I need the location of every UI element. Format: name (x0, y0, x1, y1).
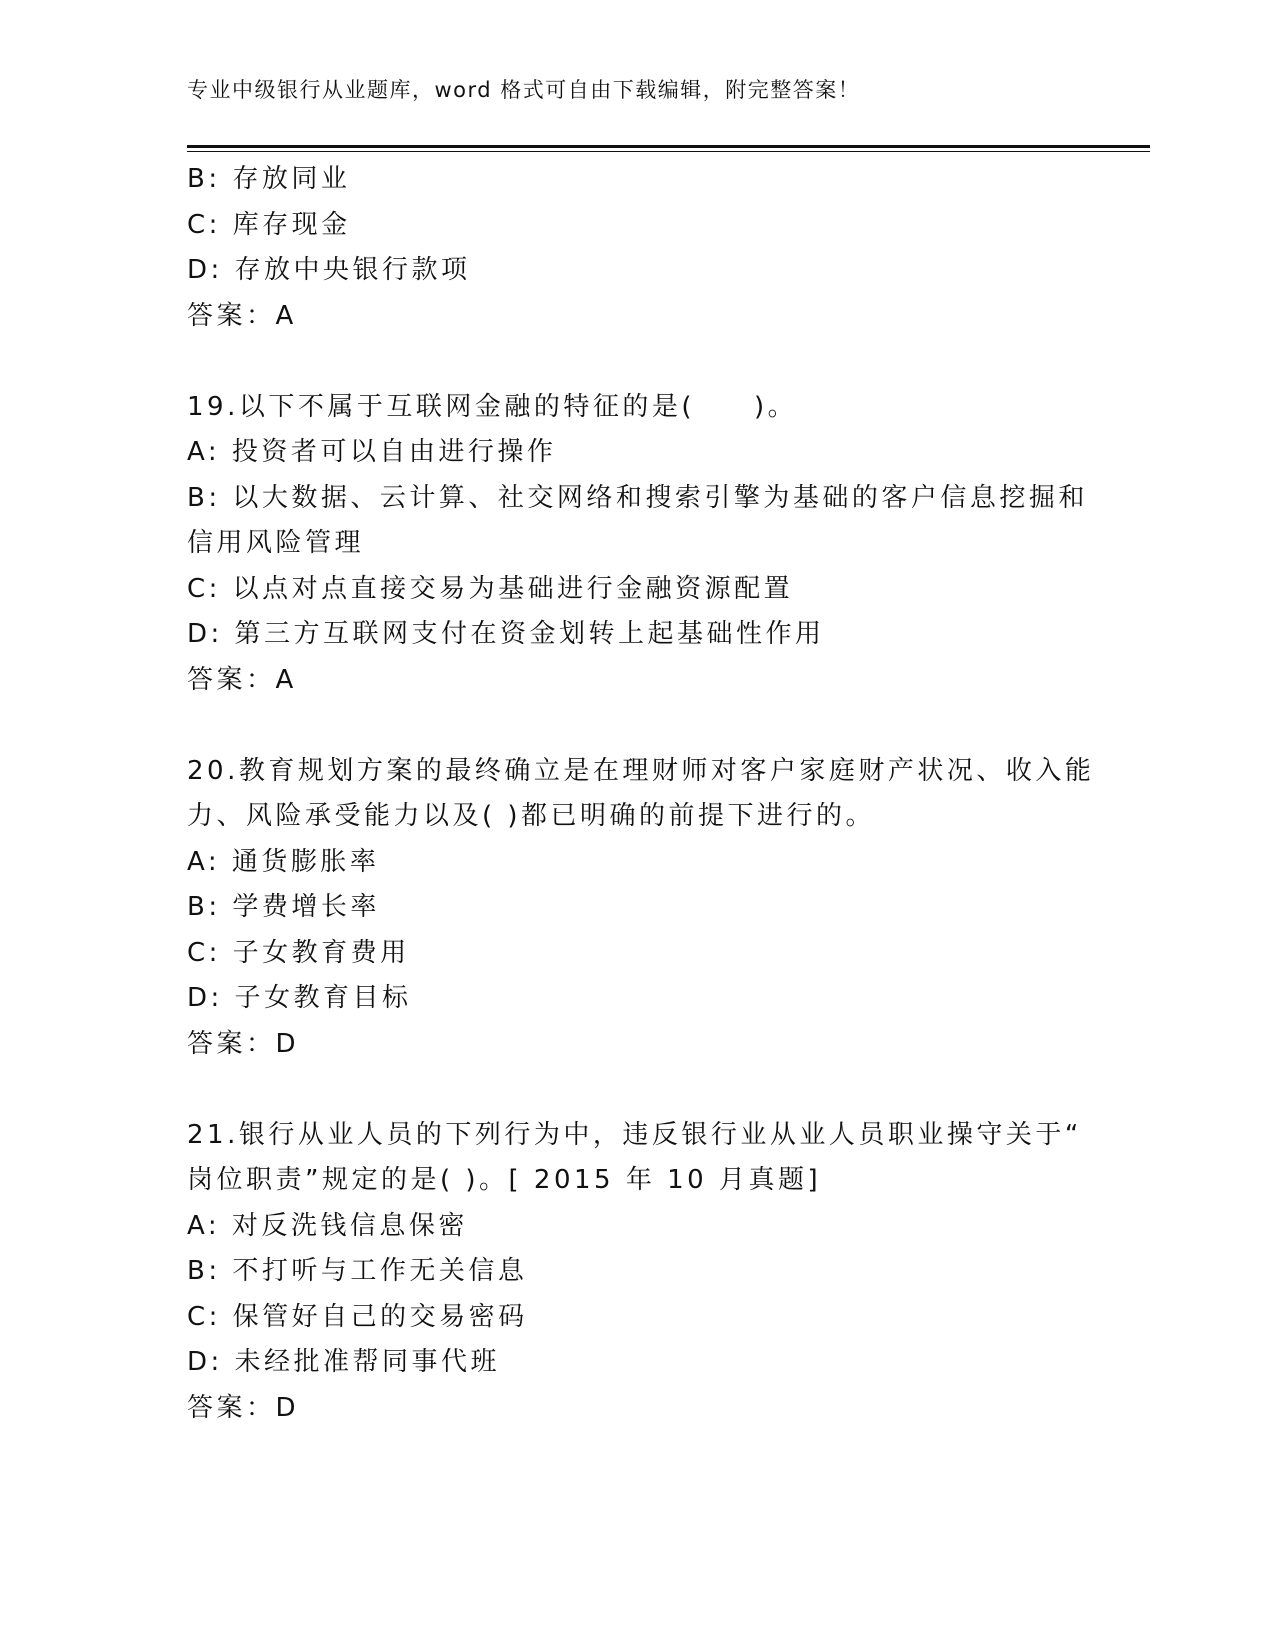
option-line: C: 保管好自己的交易密码 (187, 1301, 528, 1332)
option-line: A: 对反洗钱信息保密 (187, 1210, 468, 1241)
option-line: D: 子女教育目标 (187, 983, 412, 1013)
option-line: 信用风险管理 (187, 528, 365, 558)
question-block-20 (187, 749, 1095, 1068)
question-block-21 (187, 1113, 1087, 1432)
option-line: A: 通货膨胀率 (187, 846, 380, 877)
option-line: D: 存放中央银行款项 (187, 255, 471, 285)
option-line: D: 未经批准帮同事代班 (187, 1347, 501, 1377)
answer-line: 答案：A (187, 664, 297, 695)
header-rule-thin (187, 151, 1150, 152)
question-content (187, 157, 1095, 1431)
question-stem: 20.教育规划方案的最终确立是在理财师对客户家庭财产状况、收入能 (187, 755, 1095, 786)
question-stem: 岗位职责”规定的是( )。[ 2015 年 10 月真题] (187, 1165, 822, 1195)
option-line: D: 第三方互联网支付在资金划转上起基础性作用 (187, 619, 825, 649)
page-header: 专业中级银行从业题库，word 格式可自由下载编辑，附完整答案！ (187, 78, 861, 102)
option-line: B: 学费增长率 (187, 892, 380, 922)
answer-line: 答案：D (187, 1392, 300, 1423)
spacer (187, 703, 1087, 749)
option-line: B: 存放同业 (187, 164, 351, 194)
answer-line: 答案：D (187, 1028, 300, 1059)
answer-line: 答案：A (187, 300, 297, 331)
option-line: B: 以大数据、云计算、社交网络和搜索引擎为基础的客户信息挖掘和 (187, 482, 1088, 513)
question-block-19 (187, 385, 1087, 704)
question-block-prev (187, 157, 1087, 339)
spacer (187, 339, 1087, 385)
option-line: C: 子女教育费用 (187, 937, 410, 968)
option-line: A: 投资者可以自由进行操作 (187, 437, 557, 467)
spacer (187, 1067, 1087, 1113)
question-stem: 19.以下不属于互联网金融的特征的是( )。 (187, 391, 798, 422)
header-rule-thick (187, 145, 1150, 148)
option-line: B: 不打听与工作无关信息 (187, 1256, 528, 1286)
question-stem: 力、风险承受能力以及( )都已明确的前提下进行的。 (187, 801, 876, 831)
question-stem: 21.银行从业人员的下列行为中，违反银行业从业人员职业操守关于“ (187, 1119, 1082, 1150)
option-line: C: 库存现金 (187, 209, 351, 240)
option-line: C: 以点对点直接交易为基础进行金融资源配置 (187, 573, 794, 604)
